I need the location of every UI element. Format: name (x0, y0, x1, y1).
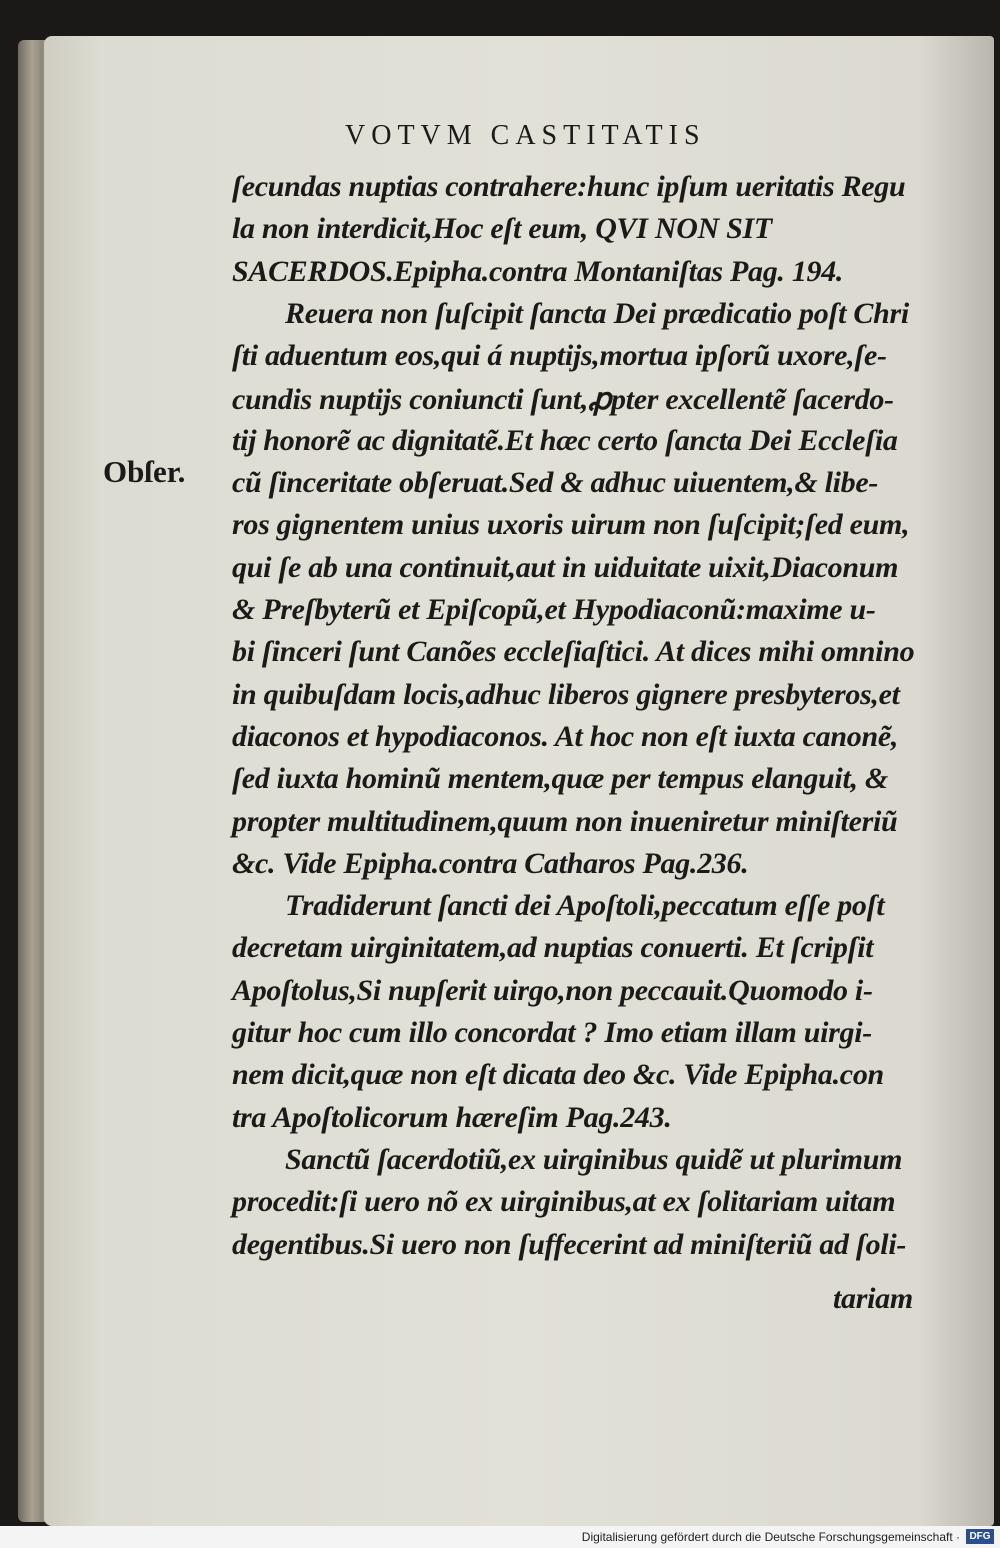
text-line: nem dicit,quæ non eſt dicata deo &c. Vide Epipha.con (232, 1058, 884, 1091)
text-line: gitur hoc cum illo concordat ? Imo etiam illam uirgi- (232, 1016, 872, 1049)
dfg-logo[interactable]: DFG (966, 1529, 994, 1544)
catchword: tariam (833, 1282, 913, 1315)
text-line: &c. Vide Epipha.contra Catharos Pag.236. (232, 847, 749, 880)
text-line: degentibus.Si uero non ſuffecerint ad miniſteriũ ad ſoli- (232, 1228, 907, 1261)
text-line: diaconos et hypodiaconos. At hoc non eſt iuxta canonẽ, (232, 720, 899, 753)
text-line: Tradiderunt ſancti dei Apoſtoli,peccatum eſſe poſt (285, 889, 885, 922)
text-line: tra Apoſtolicorum hæreſim Pag.243. (232, 1101, 672, 1134)
text-line: ſecundas nuptias contrahere:hunc ipſum ueritatis Regu (232, 170, 906, 203)
text-line: procedit:ſi uero nõ ex uirginibus,at ex ſolitariam uitam (232, 1185, 896, 1218)
text-line: & Preſbyterũ et Epiſcopũ,et Hypodiaconũ:maxime u- (232, 593, 876, 626)
text-line: la non interdicit,Hoc eſt eum, QVI NON SIT (232, 212, 772, 245)
text-line: qui ſe ab una continuit,aut in uiduitate uixit,Diaconum (232, 551, 899, 584)
text-line: decretam uirginitatem,ad nuptias conuerti. Et ſcripſit (232, 931, 874, 964)
footer-credit: Digitalisierung gefördert durch die Deutsche Forschungsgemeinschaft · (581, 1530, 960, 1544)
text-line: cũ ſinceritate obſeruat.Sed & adhuc uiuentem,& libe- (232, 466, 879, 499)
text-line: ros gignentem unius uxoris uirum non ſuſcipit;ſed eum, (232, 508, 910, 541)
text-line: Reuera non ſuſcipit ſancta Dei prædicatio poſt Chri (285, 297, 909, 330)
text-line: SACERDOS.Epipha.contra Montaniſtas Pag. 194. (232, 255, 844, 288)
text-line: Apoſtolus,Si nupſerit uirgo,non peccauit.Quomodo i- (232, 974, 873, 1007)
marginal-note: Obſer. (103, 454, 186, 489)
text-line: cundis nuptijs coniuncti ſunt,ꝓpter excellentẽ ſacerdo- (232, 383, 894, 416)
footer-bar (0, 1526, 1000, 1548)
text-line: in quibuſdam locis,adhuc liberos gignere presbyteros,et (232, 678, 900, 711)
text-line: bi ſinceri ſunt Canões eccleſiaſtici. At dices mihi omnino (232, 635, 915, 668)
running-title: VOTVM CASTITATIS (345, 120, 706, 151)
text-line: ſti aduentum eos,qui á nuptijs,mortua ipſorũ uxore,ſe- (232, 339, 887, 372)
text-line: ſed iuxta hominũ mentem,quæ per tempus elanguit, & (232, 762, 888, 795)
text-line: propter multitudinem,quum non inueniretur miniſteriũ (232, 805, 898, 838)
text-line: tij honorẽ ac dignitatẽ.Et hæc certo ſancta Dei Eccleſia (232, 424, 898, 457)
text-line: Sanctũ ſacerdotiũ,ex uirginibus quidẽ ut plurimum (285, 1143, 903, 1176)
